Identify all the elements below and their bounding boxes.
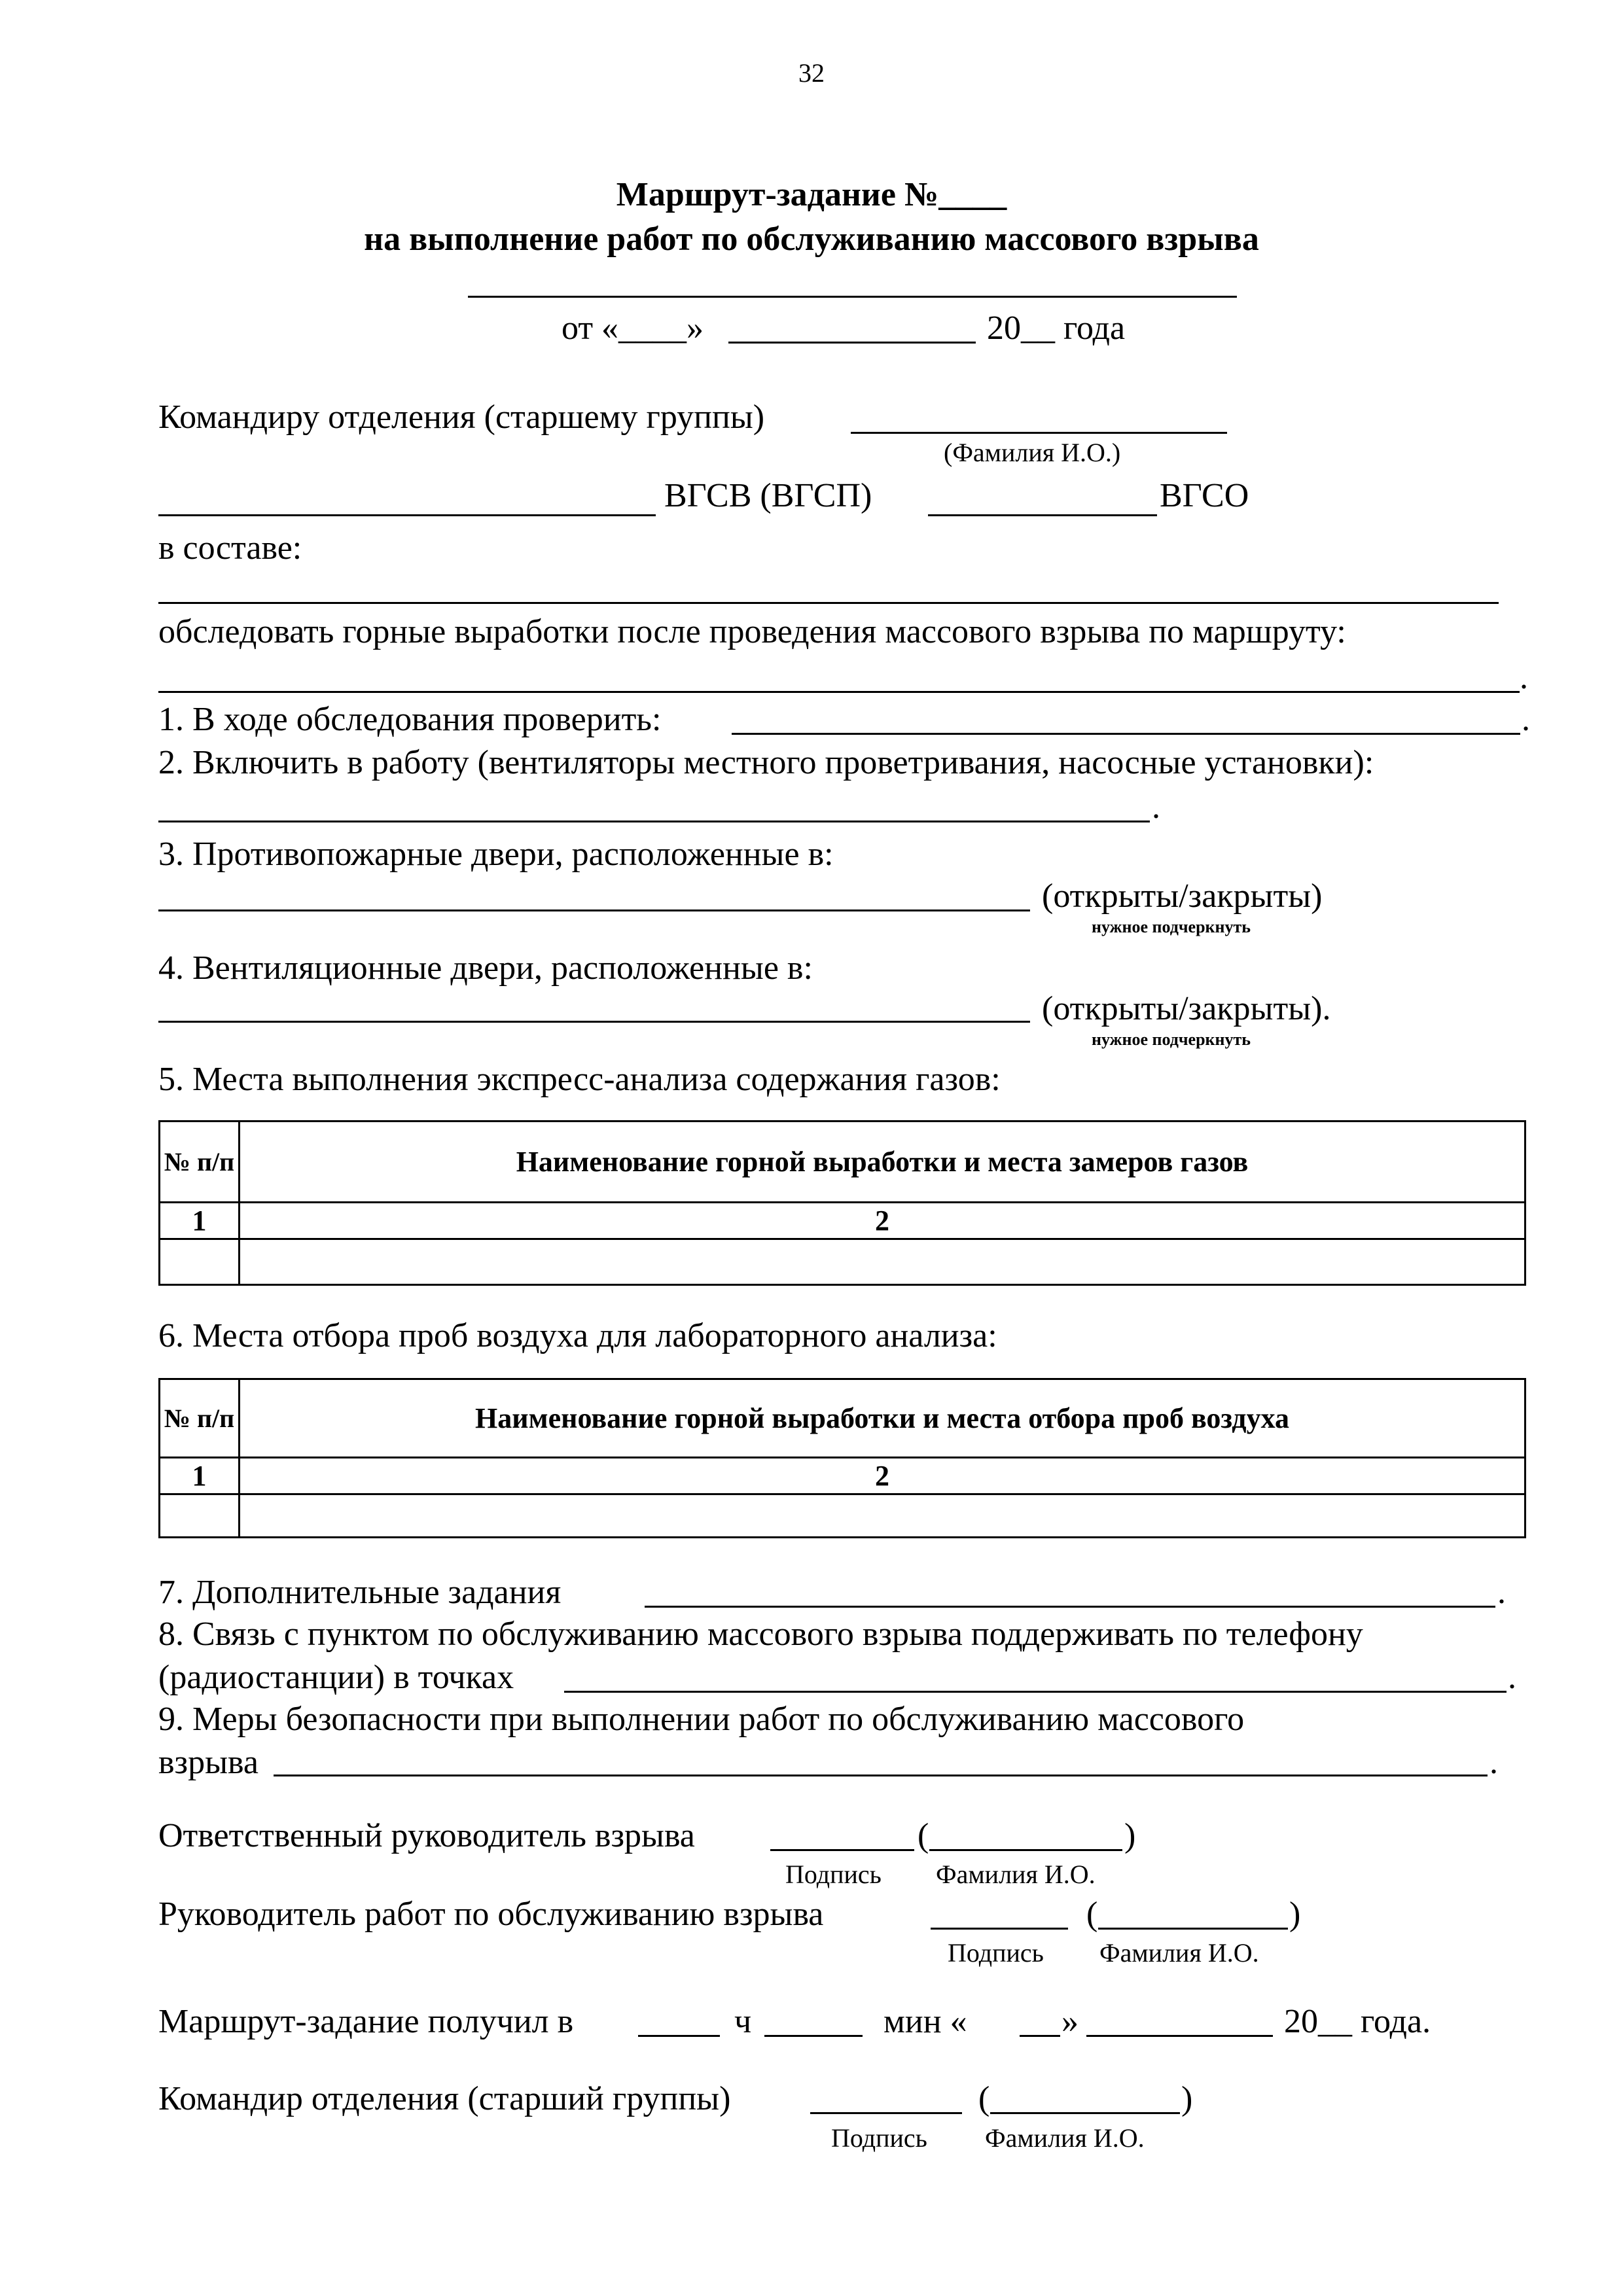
composition-field[interactable]	[158, 602, 1499, 604]
received-minutes-field[interactable]	[764, 2035, 863, 2037]
item-7-field[interactable]	[645, 1606, 1495, 1608]
responsible-paren-open: (	[918, 1817, 929, 1854]
col-number-index: 1	[160, 1458, 240, 1494]
work-leader-signature-hint: Подпись	[948, 1938, 1044, 1968]
date-from: от «____»	[562, 309, 704, 347]
item-3-hint: нужное подчеркнуть	[1092, 917, 1251, 936]
col-number-header: № п/п	[160, 1122, 240, 1203]
responsible-name-field[interactable]	[929, 1849, 1122, 1851]
received-hours-unit: ч	[734, 2003, 752, 2040]
gas-analysis-table	[158, 1120, 1526, 1286]
table-header-row	[160, 1379, 1525, 1458]
work-leader-paren-close: )	[1289, 1896, 1301, 1933]
received-quote-close: »	[1061, 2003, 1079, 2040]
commander-label: Командиру отделения (старшему группы)	[158, 398, 765, 436]
item-1-label: 1. В ходе обследования проверить:	[158, 701, 662, 738]
table-header-row	[160, 1122, 1525, 1203]
commander-signature-hint: Подпись	[831, 2123, 927, 2153]
item-3-label: 3. Противопожарные двери, расположенные в:	[158, 836, 834, 873]
col-name-header: Наименование горной выработки и места отбора проб воздуха	[240, 1379, 1525, 1458]
item-8-field[interactable]	[564, 1691, 1507, 1693]
item-2-label: 2. Включить в работу (вентиляторы местного проветривания, насосные установки):	[158, 744, 1374, 781]
item-9-label-line1: 9. Меры безопасности при выполнении работ по обслуживанию массового	[158, 1701, 1245, 1738]
received-month-field[interactable]	[1086, 2035, 1273, 2037]
item-2-period: .	[1152, 788, 1160, 826]
commander-name-field[interactable]	[851, 432, 1227, 434]
commander-fio-hint: (Фамилия И.О.)	[944, 438, 1121, 467]
col-name-header: Наименование горной выработки и места замеров газов	[240, 1122, 1525, 1203]
item-3-state: (открыты/закрыты)	[1042, 877, 1323, 915]
col-name-index: 2	[240, 1203, 1525, 1239]
date-month-field[interactable]	[728, 342, 976, 344]
table-index-row	[160, 1203, 1525, 1239]
commander-signature-label: Командир отделения (старший группы)	[158, 2080, 731, 2117]
air-sampling-table	[158, 1378, 1526, 1538]
work-leader-paren-open: (	[1086, 1896, 1098, 1933]
vgso-field[interactable]	[928, 514, 1157, 516]
work-leader-signature-field[interactable]	[931, 1928, 1068, 1930]
item-9-label-line2: взрыва	[158, 1744, 259, 1781]
vgsv-field[interactable]	[158, 514, 656, 516]
table-cell-number[interactable]	[160, 1239, 240, 1285]
table-row[interactable]	[160, 1494, 1525, 1538]
col-number-header: № п/п	[160, 1379, 240, 1458]
item-7-label: 7. Дополнительные задания	[158, 1574, 562, 1611]
item-1-field[interactable]	[732, 733, 1520, 735]
table-cell-number[interactable]	[160, 1494, 240, 1538]
responsible-signature-hint: Подпись	[785, 1860, 882, 1889]
item-4-field[interactable]	[158, 1021, 1030, 1023]
item-8-period: .	[1508, 1659, 1516, 1696]
item-4-state: (открыты/закрыты).	[1042, 990, 1331, 1027]
commander-paren-close: )	[1181, 2080, 1193, 2117]
composition-label: в составе:	[158, 529, 302, 567]
received-label: Маршрут-задание получил в	[158, 2003, 574, 2040]
received-day-field[interactable]	[1020, 2035, 1060, 2037]
received-hours-field[interactable]	[638, 2035, 720, 2037]
work-leader-name-field[interactable]	[1098, 1928, 1288, 1930]
commander-signature-field[interactable]	[810, 2112, 962, 2114]
item-7-period: .	[1497, 1574, 1506, 1611]
responsible-label: Ответственный руководитель взрыва	[158, 1817, 695, 1854]
table-index-row	[160, 1458, 1525, 1494]
item-4-hint: нужное подчеркнуть	[1092, 1030, 1251, 1049]
date-year: 20__ года	[987, 309, 1126, 347]
responsible-fio-hint: Фамилия И.О.	[936, 1860, 1096, 1889]
inspect-text: обследовать горные выработки после проведения массового взрыва по маршруту:	[158, 613, 1346, 650]
item-3-field[interactable]	[158, 910, 1030, 911]
commander-paren-open: (	[978, 2080, 990, 2117]
item-4-label: 4. Вентиляционные двери, расположенные в:	[158, 949, 813, 987]
table-cell-name[interactable]	[240, 1239, 1525, 1285]
item-9-period: .	[1489, 1744, 1498, 1781]
item-6-label: 6. Места отбора проб воздуха для лабораторного анализа:	[158, 1317, 997, 1354]
document-title: Маршрут-задание №____	[616, 176, 1007, 213]
work-leader-fio-hint: Фамилия И.О.	[1099, 1938, 1259, 1968]
item-2-field[interactable]	[158, 821, 1150, 822]
col-number-index: 1	[160, 1203, 240, 1239]
received-year: 20__ года.	[1284, 2003, 1431, 2040]
route-field[interactable]	[158, 691, 1520, 693]
page-number: 32	[798, 58, 825, 88]
organization-line[interactable]	[468, 296, 1237, 298]
col-name-index: 2	[240, 1458, 1525, 1494]
vgsv-label: ВГСВ (ВГСП)	[664, 477, 872, 514]
item-8-label-line2: (радиостанции) в точках	[158, 1659, 514, 1696]
commander-name-sign-field[interactable]	[990, 2112, 1180, 2114]
item-9-field[interactable]	[274, 1775, 1488, 1776]
table-cell-name[interactable]	[240, 1494, 1525, 1538]
route-period: .	[1520, 659, 1528, 696]
commander-sign-fio-hint: Фамилия И.О.	[985, 2123, 1145, 2153]
item-1-period: .	[1522, 701, 1530, 738]
document-subtitle: на выполнение работ по обслуживанию массового взрыва	[364, 221, 1259, 258]
vgso-label: ВГСО	[1160, 477, 1249, 514]
received-minutes-unit: мин «	[883, 2003, 967, 2040]
item-8-label-line1: 8. Связь с пунктом по обслуживанию массового взрыва поддерживать по телефону	[158, 1616, 1363, 1653]
item-5-label: 5. Места выполнения экспресс-анализа содержания газов:	[158, 1061, 1001, 1098]
work-leader-label: Руководитель работ по обслуживанию взрыва	[158, 1896, 824, 1933]
table-row[interactable]	[160, 1239, 1525, 1285]
responsible-signature-field[interactable]	[770, 1849, 914, 1851]
responsible-paren-close: )	[1124, 1817, 1136, 1854]
